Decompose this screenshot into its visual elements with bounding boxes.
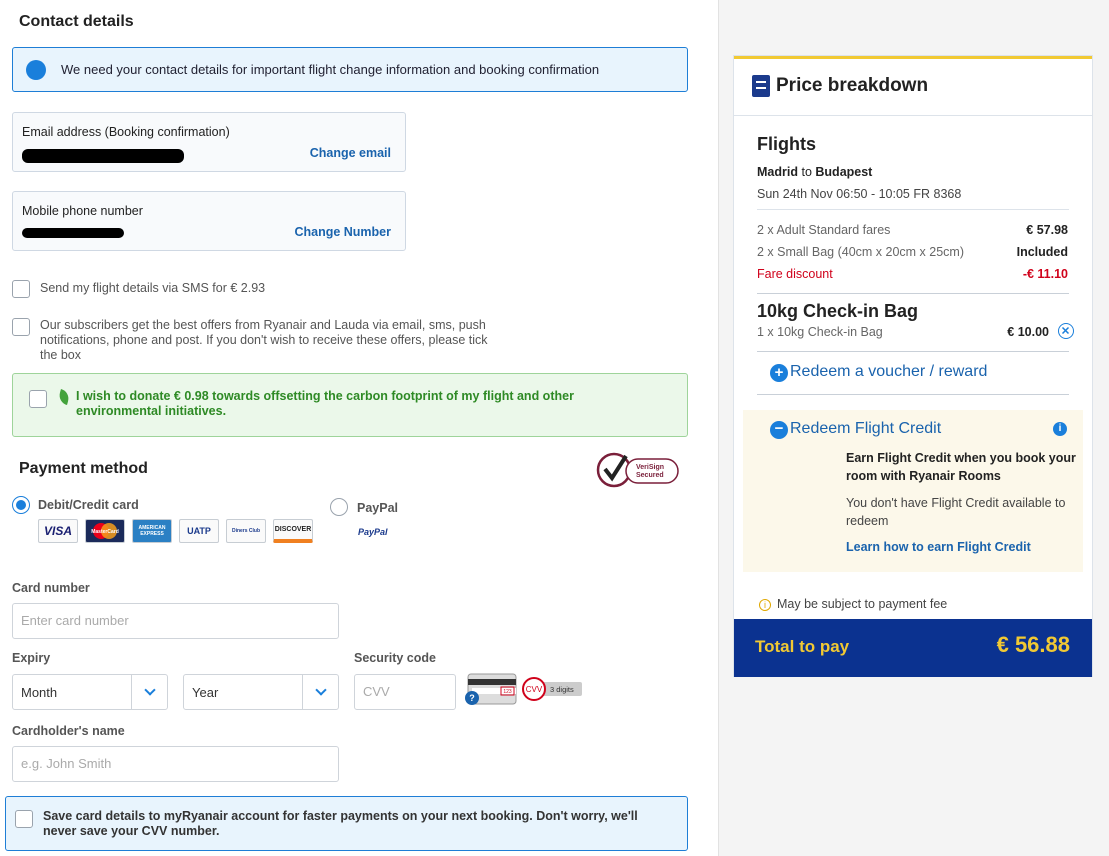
- svg-text:VeriSign: VeriSign: [636, 464, 665, 471]
- subscribe-opt-out-checkbox[interactable]: [12, 318, 30, 336]
- contact-info-banner: [12, 47, 688, 92]
- checkin-bag-value: € 10.00: [1007, 325, 1049, 339]
- contact-info-text: We need your contact details for important flight change information and booking confirmation: [61, 62, 600, 77]
- plus-icon: +: [770, 364, 788, 382]
- fare-discount-label: Fare discount: [757, 267, 833, 281]
- divider: [757, 293, 1069, 294]
- payment-paypal-label: PayPal: [357, 501, 399, 515]
- payment-paypal-radio[interactable]: [330, 498, 348, 516]
- fare-discount-value: -€ 11.10: [1022, 267, 1068, 281]
- verisign-secured-icon: [596, 448, 682, 490]
- svg-text:?: ?: [469, 693, 475, 703]
- chevron-down-icon: [131, 675, 167, 709]
- adult-fares-value: € 57.98: [1026, 223, 1068, 237]
- donate-checkbox[interactable]: [29, 390, 47, 408]
- expiry-year-select[interactable]: [183, 674, 339, 710]
- sms-checkbox[interactable]: [12, 280, 30, 298]
- uatp-icon: UATP: [179, 519, 219, 543]
- email-field: [12, 112, 406, 172]
- svg-text:CVV: CVV: [525, 685, 543, 694]
- redeem-flight-credit-toggle[interactable]: Redeem Flight Credit: [790, 420, 942, 437]
- email-value-redacted: [22, 149, 184, 163]
- card-number-input[interactable]: Enter card number: [12, 603, 339, 639]
- checkin-bag-label: 1 x 10kg Check-in Bag: [757, 325, 883, 339]
- svg-text:123: 123: [503, 689, 512, 695]
- flight-credit-none-text: You don't have Flight Credit available to redeem: [846, 496, 1066, 528]
- save-card-label: Save card details to myRyanair account for faster payments on your next booking. Don't worry, we'll never save your CVV number.: [43, 809, 638, 838]
- cvv-input[interactable]: CVV: [354, 674, 456, 710]
- price-breakdown-panel: [733, 55, 1093, 677]
- remove-bag-icon[interactable]: [1058, 323, 1074, 339]
- svg-text:Secured: Secured: [636, 472, 664, 479]
- payment-method-title: Payment method: [19, 460, 148, 477]
- leaf-icon: [57, 389, 70, 405]
- paypal-logo: PayPal: [358, 527, 388, 537]
- chevron-down-icon: [302, 675, 338, 709]
- expiry-label: Expiry: [12, 651, 51, 665]
- phone-label: Mobile phone number: [22, 204, 143, 218]
- route: Madrid to Budapest: [757, 165, 873, 179]
- price-breakdown-header: [734, 59, 1092, 116]
- cardholder-name-label: Cardholder's name: [12, 724, 125, 738]
- info-icon: [26, 60, 46, 80]
- expiry-month-select[interactable]: [12, 674, 168, 710]
- discover-icon: DISCOVER: [273, 519, 313, 543]
- checkin-bag-title: 10kg Check-in Bag: [757, 301, 919, 321]
- cardholder-name-input[interactable]: e.g. John Smith: [12, 746, 339, 782]
- divider: [757, 351, 1069, 352]
- small-bag-label: 2 x Small Bag (40cm x 20cm x 25cm): [757, 245, 965, 259]
- security-code-label: Security code: [354, 651, 436, 665]
- contact-details-title: Contact details: [19, 13, 134, 30]
- expiry-year-value: Year: [192, 685, 219, 700]
- warning-icon: i: [759, 599, 771, 611]
- receipt-icon: [752, 75, 770, 97]
- learn-flight-credit-link[interactable]: Learn how to earn Flight Credit: [846, 540, 1031, 554]
- svg-text:3 digits: 3 digits: [550, 685, 574, 694]
- visa-icon: VISA: [38, 519, 78, 543]
- minus-icon[interactable]: −: [770, 421, 788, 439]
- sms-label: Send my flight details via SMS for € 2.93: [40, 281, 266, 295]
- divider: [757, 209, 1069, 210]
- flight-schedule: Sun 24th Nov 06:50 - 10:05 FR 8368: [757, 187, 962, 201]
- adult-fares-label: 2 x Adult Standard fares: [757, 223, 891, 237]
- phone-field: [12, 191, 406, 251]
- svg-text:MasterCard: MasterCard: [91, 529, 119, 535]
- total-to-pay-bar: [734, 619, 1092, 677]
- amex-icon: AMERICAN EXPRESS: [132, 519, 172, 543]
- donation-box: [12, 373, 688, 437]
- flight-credit-earn-text: Earn Flight Credit when you book your room with Ryanair Rooms: [846, 451, 1076, 483]
- donate-label: I wish to donate € 0.98 towards offsetting the carbon footprint of my flight and other environmental initiatives.: [76, 389, 574, 418]
- total-label: Total to pay: [755, 637, 850, 656]
- cvv-help-icon[interactable]: [464, 672, 586, 708]
- flights-title: Flights: [757, 134, 816, 154]
- change-email-link[interactable]: Change email: [309, 146, 391, 160]
- diners-club-icon: Diners Club: [226, 519, 266, 543]
- expiry-month-value: Month: [21, 685, 58, 700]
- payment-card-label: Debit/Credit card: [38, 498, 139, 512]
- card-number-label: Card number: [12, 581, 90, 595]
- payment-fee-note: May be subject to payment fee: [777, 597, 948, 611]
- email-label: Email address (Booking confirmation): [22, 125, 230, 139]
- change-number-link[interactable]: Change Number: [294, 225, 391, 239]
- divider: [757, 394, 1069, 395]
- small-bag-value: Included: [1016, 245, 1068, 259]
- total-value: € 56.88: [996, 632, 1070, 657]
- flight-credit-box: [743, 410, 1083, 572]
- phone-value-redacted: [22, 228, 124, 238]
- price-breakdown-title: Price breakdown: [776, 75, 929, 96]
- mastercard-icon: [85, 519, 125, 543]
- subscribe-label: Our subscribers get the best offers from Ryanair and Lauda via email, sms, push notifications, phone and post. If you don't wish to receive these offers, please tick the box: [40, 318, 488, 362]
- payment-card-radio[interactable]: [12, 496, 30, 514]
- info-icon[interactable]: i: [1053, 422, 1067, 436]
- redeem-voucher-link[interactable]: Redeem a voucher / reward: [790, 363, 988, 380]
- save-card-checkbox[interactable]: [15, 810, 33, 828]
- save-card-box: [5, 796, 688, 851]
